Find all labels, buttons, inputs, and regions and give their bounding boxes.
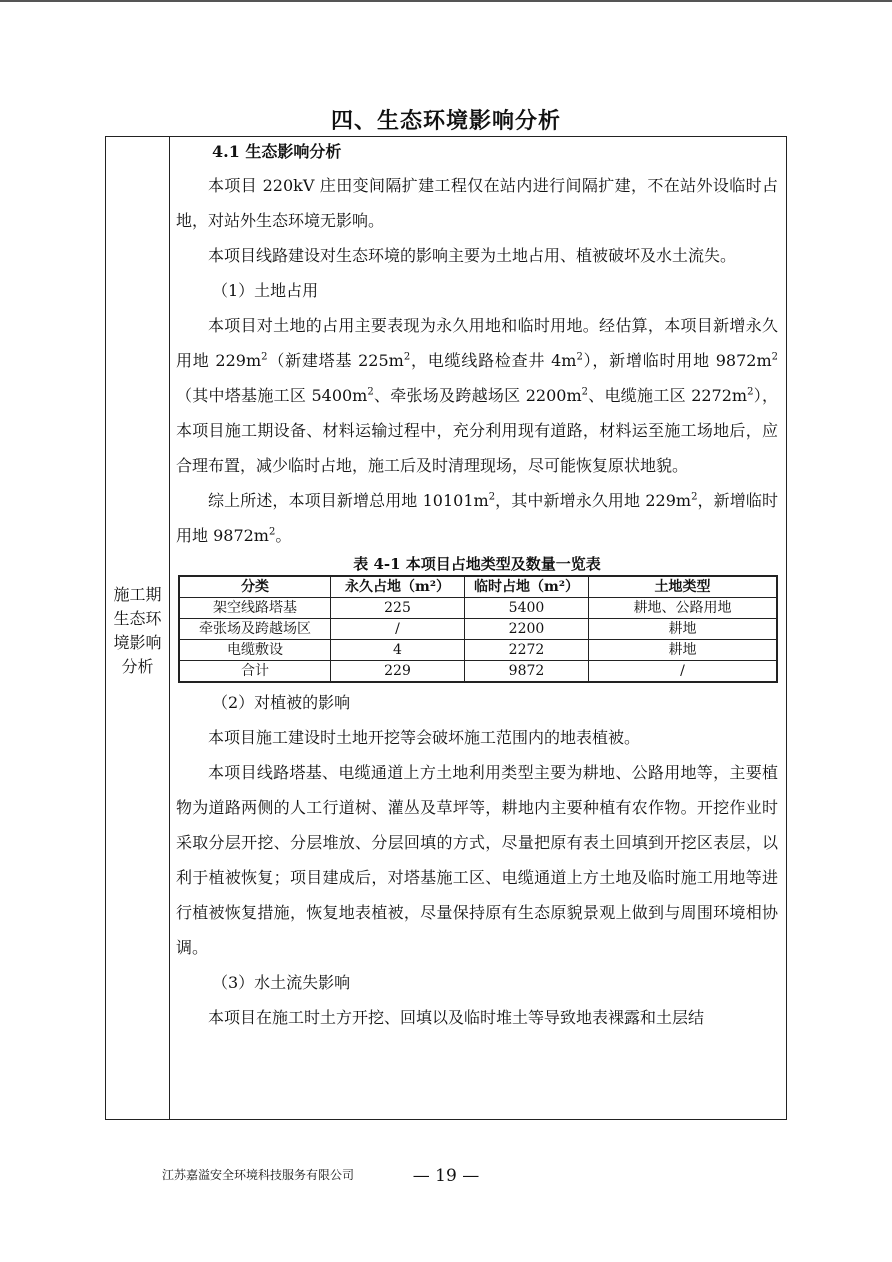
table-row bbox=[179, 619, 777, 640]
land-use-table bbox=[178, 575, 778, 683]
footer-company: 江苏嘉溢安全环境科技服务有限公司 bbox=[162, 1168, 355, 1182]
table-cell: 2200 bbox=[465, 619, 589, 640]
table-cell: 4 bbox=[331, 640, 465, 661]
page-number: — 19 — bbox=[412, 1166, 480, 1186]
paragraph-land-summary: 综上所述，本项目新增总用地 $10101m^2$，其中新增永久用地 $229m^2$，新增临时用地 $9872m^2$。 bbox=[176, 491, 778, 545]
table-cell: 架空线路塔基 bbox=[179, 598, 331, 619]
side-label-line: 生态环 bbox=[113, 609, 162, 628]
side-label bbox=[106, 583, 169, 679]
paragraph-vegetation-damage: 本项目施工建设时土地开挖等会破坏施工范围内的地表植被。 bbox=[208, 728, 641, 747]
header-category: 分类 bbox=[179, 576, 331, 598]
table-row bbox=[179, 598, 777, 619]
table-cell: 5400 bbox=[465, 598, 589, 619]
table-cell: 2272 bbox=[465, 640, 589, 661]
paragraph-land-use: 本项目对土地的占用主要表现为永久用地和临时用地。经估算，本项目新增永久用地 $229m^2$（新建塔基 $225m^2$，电缆线路检查井 $4m^2$），新增临时用地 $9872m^2$（其中塔基施工区 $5400m^2$、牵张场及跨越场区 $2200m^2$、电缆施工区 $2272m^2$），本项目施工期设备、材料运输过程中，充分利用现有道路，材料运至施工场地后，应合理布置，减少临时占地，施工后及时清理现场，尽可能恢复原状地貌。 bbox=[176, 316, 778, 475]
table-cell: / bbox=[589, 661, 778, 683]
table-header-row bbox=[179, 576, 777, 598]
side-label-line: 施工期 bbox=[113, 585, 162, 604]
header-temporary: 临时占地（m²） bbox=[465, 576, 589, 598]
table-cell: 耕地 bbox=[589, 619, 778, 640]
paragraph-line-impact: 本项目线路建设对生态环境的影响主要为土地占用、植被破坏及水土流失。 bbox=[208, 246, 737, 265]
table-cell: / bbox=[331, 619, 465, 640]
subheading-soil-erosion: （3）水土流失影响 bbox=[212, 973, 351, 992]
subheading-land-use: （1）土地占用 bbox=[212, 281, 319, 300]
table-row bbox=[179, 640, 777, 661]
table-row bbox=[179, 661, 777, 683]
table-cell: 牵张场及跨越场区 bbox=[179, 619, 331, 640]
table-cell: 9872 bbox=[465, 661, 589, 683]
table-cell: 电缆敷设 bbox=[179, 640, 331, 661]
table-cell: 耕地、公路用地 bbox=[589, 598, 778, 619]
header-land-type: 土地类型 bbox=[589, 576, 778, 598]
table-cell: 229 bbox=[331, 661, 465, 683]
paragraph-soil-erosion: 本项目在施工时土方开挖、回填以及临时堆土等导致地表裸露和土层结 bbox=[208, 1008, 705, 1027]
top-border-line bbox=[0, 0, 892, 2]
section-heading: 4.1 生态影响分析 bbox=[212, 142, 342, 161]
table-cell: 耕地 bbox=[589, 640, 778, 661]
page-title: 四、生态环境影响分析 bbox=[330, 108, 561, 134]
section-content bbox=[176, 136, 778, 1035]
paragraph-substation: 本项目 220kV 庄田变间隔扩建工程仅在站内进行间隔扩建，不在站外设临时占地，对站外生态环境无影响。 bbox=[176, 176, 778, 230]
paragraph-vegetation-measures: 本项目线路塔基、电缆通道上方土地利用类型主要为耕地、公路用地等，主要植物为道路两侧的人工行道树、灌丛及草坪等，耕地内主要种植有农作物。开挖作业时采取分层开挖、分层堆放、分层回填的方式，尽量把原有表土回填到开挖区表层，以利于植被恢复；项目建成后，对塔基施工区、电缆通道上方土地及临时施工用地等进行植被恢复措施，恢复地表植被，尽量保持原有生态原貌景观上做到与周围环境相协调。 bbox=[176, 763, 778, 957]
header-permanent: 永久占地（m²） bbox=[331, 576, 465, 598]
table-caption: 表 4-1 本项目占地类型及数量一览表 bbox=[353, 555, 601, 573]
table-cell: 225 bbox=[331, 598, 465, 619]
column-divider bbox=[169, 137, 170, 1119]
subheading-vegetation: （2）对植被的影响 bbox=[212, 693, 351, 712]
side-label-line: 分析 bbox=[121, 657, 154, 676]
table-cell: 合计 bbox=[179, 661, 331, 683]
side-label-line: 境影响 bbox=[113, 633, 162, 652]
